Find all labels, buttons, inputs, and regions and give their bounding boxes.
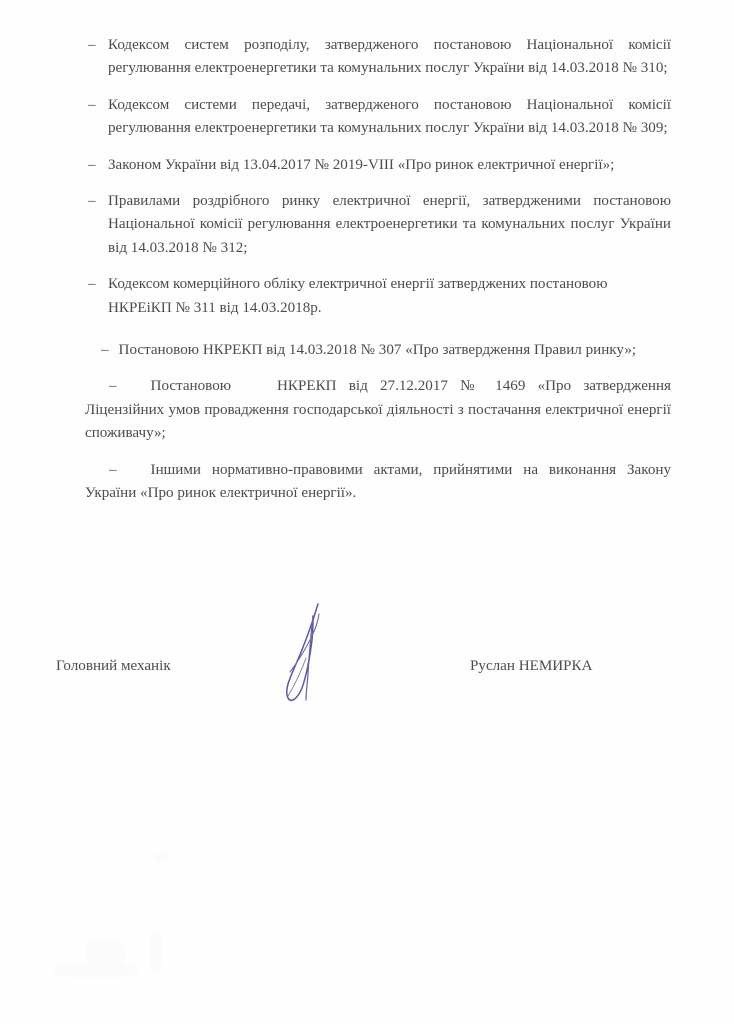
bullet-dash-icon: – xyxy=(109,461,117,478)
clause-item xyxy=(63,154,671,177)
scan-artifact xyxy=(154,852,168,862)
signature-block xyxy=(0,658,734,698)
clause-item xyxy=(63,190,671,260)
document-body xyxy=(63,34,671,519)
signature-name: Руслан НЕМИРКА xyxy=(470,658,593,674)
bullet-dash-icon: – xyxy=(88,156,96,173)
paragraph-lead: Постановою xyxy=(118,342,200,359)
clause-item xyxy=(63,94,671,141)
bullet-dash-icon: – xyxy=(101,342,109,359)
paragraph-lead: Постановою xyxy=(150,378,232,395)
paragraph-text: НКРЕКП від 14.03.2018 № 307 «Про затвердження Правил ринку»; xyxy=(202,342,637,359)
scan-artifact xyxy=(86,938,126,968)
clause-text: Кодексом систем розподілу, затвердженого постановою Національної комісії регулювання електроенергетики та комунальних послуг України від 14.03.2018 № 310; xyxy=(108,37,671,77)
bullet-dash-icon: – xyxy=(88,37,96,53)
scan-artifact xyxy=(150,930,162,974)
clause-item xyxy=(63,34,671,81)
paragraph-text: нормативно-правовими актами, прийнятими на виконання Закону України «Про ринок електричної енергії». xyxy=(85,461,671,502)
bullet-dash-icon: – xyxy=(109,378,117,395)
clause-item xyxy=(63,273,671,320)
clause-text: Кодексом системи передачі, затвердженого постановою Національної комісії регулювання електроенергетики та комунальних послуг України від 14.03.2018 № 309; xyxy=(108,96,671,137)
clause-text: Кодексом комерційного обліку електричної енергії затверджених постановою НКРЕіКП № 311 від 14.03.2018р. xyxy=(108,276,608,316)
clause-text: Законом України від 13.04.2017 № 2019-VIII «Про ринок електричної енергії»; xyxy=(108,156,615,173)
paragraph-item xyxy=(63,375,671,445)
bullet-dash-icon: – xyxy=(88,193,96,210)
bullet-dash-icon: – xyxy=(88,96,96,113)
paragraph-lead: Іншими xyxy=(150,461,201,478)
paragraph-item xyxy=(63,459,671,506)
paragraph-item xyxy=(63,339,671,362)
bullet-dash-icon: – xyxy=(88,276,96,293)
paragraph-text: НКРЕКП від 27.12.2017 № 1469 «Про затвердження Ліцензійних умов провадження господарської діяльності з постачання електричної енергії споживачу»; xyxy=(85,378,671,442)
signature-role: Головний механік xyxy=(56,658,171,674)
clause-text: Правилами роздрібного ринку електричної енергії, затвердженими постановою Національної комісії регулювання електроенергетики та комунальних послуг України від 14.03.2018 № 312; xyxy=(108,193,671,256)
